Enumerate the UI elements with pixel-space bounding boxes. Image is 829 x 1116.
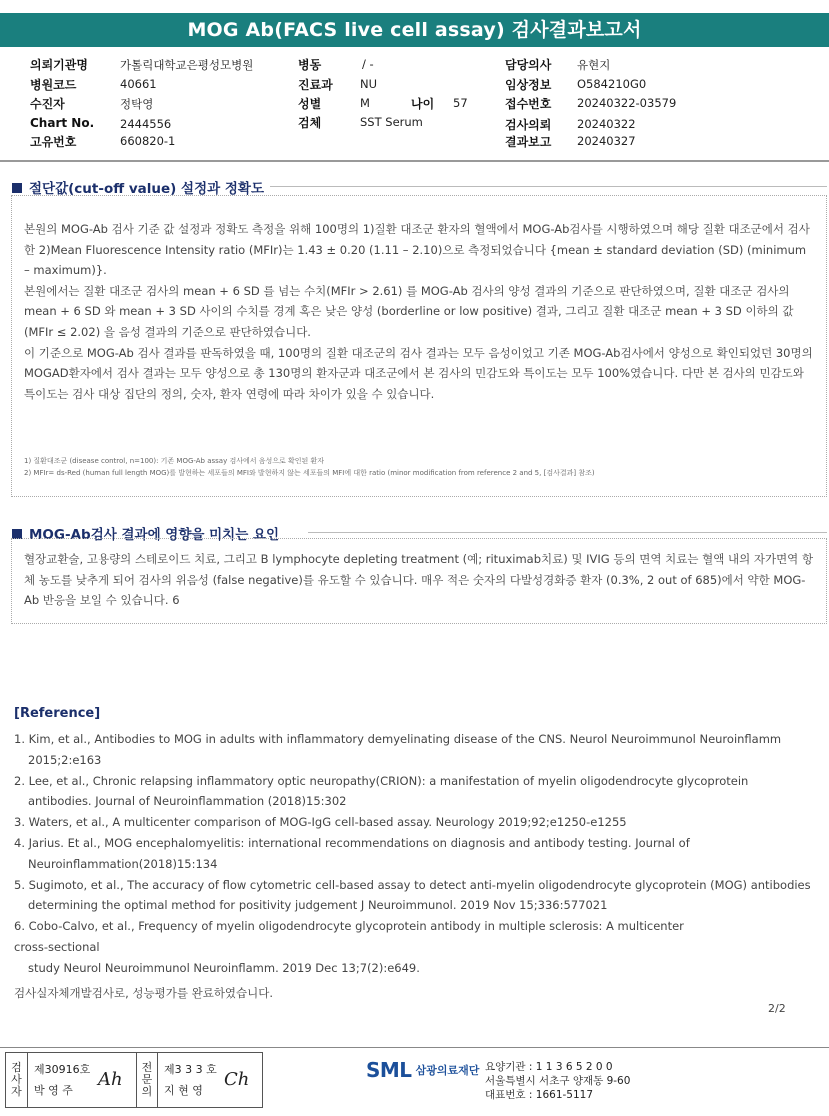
patient-info <box>0 54 829 150</box>
department: NU <box>360 77 378 91</box>
receipt-no: 20240322-03579 <box>577 96 677 110</box>
reference-title: [Reference] <box>14 706 101 721</box>
section-rule <box>308 532 827 533</box>
header-divider <box>0 160 829 162</box>
info-label: 수진자 <box>30 97 65 111</box>
age: 57 <box>453 96 468 110</box>
section-factors-title: MOG-Ab검사 결과에 영향을 미치는 요인 <box>12 523 279 543</box>
info-label: 병동 <box>298 58 322 72</box>
cutoff-text <box>24 219 814 404</box>
reference-list <box>14 729 814 1003</box>
institution-phone: 대표번호 : 1661-5117 <box>485 1089 594 1101</box>
specialist-license: 제3 3 3 호 <box>164 1063 217 1076</box>
reference-item: 4. Jarius. Et al., MOG encephalomyelitis: international recommendations on diagnosis and antibody testing. Journal of Neuroinflammation(2018)15:134 <box>14 835 690 871</box>
reference-item: 1. Kim, et al., Antibodies to MOG in adults with inflammatory demyelinating disease of the CNS. Neurol Neuroimmunol Neuroinflamm 2015;2:e163 <box>14 732 782 767</box>
cutoff-paragraph: 이 기준으로 MOG-Ab 검사 결과를 판독하였을 때, 100명의 질환 대조군의 검사 결과는 모두 음성이었고 기존 MOG-Ab검사에서 양성으로 확인되었던 30명의 MOGAD환자에서 검사 결과는 모두 양성으로 총 130명의 환자군과 대조군에서 본 검사의 민감도와 특이도는 모두 100%였습니다. 다만 본 검사의 민감도와 특이도는 검사 대상 집단의 정의, 숫자, 환자 연령에 따라 차이가 있을 수 있습니다. <box>24 345 813 401</box>
info-label: Chart No. <box>30 116 95 130</box>
info-label: 진료과 <box>298 78 333 92</box>
cutoff-paragraph: 본원의 MOG-Ab 검사 기준 값 설정과 정확도 측정을 위해 100명의 1)질환 대조군 환자의 혈액에서 MOG-Ab검사를 시행하였으며 해당 질환 대조군에서 검사한 2)Mean Fluorescence Intensity ratio (MFIr)는 1.43 ± 0.20 (1.11 – 2.10)으로 측정되었습니다 {mean ± standard deviation (SD) (minimum – maximum)}. <box>24 222 810 278</box>
info-label: 나이 <box>411 97 435 111</box>
specialist-label: 전 문 의 <box>136 1053 158 1107</box>
ward: / - <box>362 57 374 71</box>
info-label: 병원코드 <box>30 78 77 92</box>
hospital-code: 40661 <box>120 77 157 91</box>
bullet-square-icon <box>12 183 22 193</box>
footnote-2: 2) MFIr= ds-Red (human full length MOG)를 발현하는 세포들의 MFI와 발현하지 않는 세포들의 MFI에 대한 ratio (minor modification from reference 2 and 5, [검사결과] 참조) <box>24 469 595 477</box>
specialist-signature: Ch <box>224 1069 250 1090</box>
footnote-1: 1) 질환대조군 (disease control, n=100): 기존 MOG-Ab assay 검사에서 음성으로 확인된 환자 <box>24 457 325 465</box>
reference-item-6-line3: study Neurol Neuroimmunol Neuroinflamm. 2019 Dec 13;7(2):e649. <box>28 960 420 975</box>
tester-name: 박 영 주 <box>34 1084 73 1097</box>
info-label: 검사의뢰 <box>505 118 552 132</box>
request-date: 20240322 <box>577 117 636 131</box>
patient-name: 정탁영 <box>120 97 154 111</box>
page-number: 2/2 <box>768 1002 786 1015</box>
reference-item: 5. Sugimoto, et al., The accuracy of flow cytometric cell-based assay to detect anti-myelin oligodendrocyte glycoprotein (MOG) antibodies determining the optimal method for positivity judgement J Neuroimmunol. 2019 Nov 15;336:577021 <box>14 877 811 913</box>
info-label: 검체 <box>298 116 322 130</box>
footer-divider <box>0 1047 829 1048</box>
info-label: 결과보고 <box>505 135 552 149</box>
institution-code: 요양기관 : 1 1 3 6 5 2 0 0 <box>485 1061 613 1073</box>
unique-no: 660820-1 <box>120 134 176 148</box>
info-label: 성별 <box>298 97 322 111</box>
sml-logo <box>366 1058 479 1082</box>
reference-item: 3. Waters, et al., A multicenter comparison of MOG-IgG cell-based assay. Neurology 2019;92;e1250-e1255 <box>14 815 627 830</box>
tester-label: 검 사 자 <box>6 1053 28 1107</box>
reference-item-6-line1: 6. Cobo-Calvo, et al., Frequency of myelin oligodendrocyte glycoprotein antibody in multiple sclerosis: A multicenter <box>14 919 684 934</box>
validation-note: 검사실자체개발검사로, 성능평가를 완료하였습니다. <box>14 985 274 1000</box>
factors-text: 혈장교환술, 고용량의 스테로이드 치료, 그리고 B lymphocyte depleting treatment (예; rituximab치료) 및 IVIG 등의 면역 치료는 혈액 내의 자가면역 항체 농도를 낮추게 되어 검사의 위음성 (false negative)를 유도할 수 있습니다. 매우 적은 숫자의 다발성경화증 환자 (0.3%, 2 out of 685)에서 약한 MOG-Ab 반응을 보일 수 있습니다. 6 <box>24 552 814 608</box>
clinical-info: O584210G0 <box>577 77 647 91</box>
reference-item-6-line2: cross-sectional <box>14 939 100 954</box>
reference-item: 2. Lee, et al., Chronic relapsing inflammatory optic neuropathy(CRION): a manifestation of myelin oligodendrocyte glycoprotein antibodies. Journal of Neuroinflammation (2018)15:302 <box>14 773 749 809</box>
tester-license: 제30916호 <box>34 1063 91 1076</box>
doctor: 유현지 <box>577 58 611 72</box>
info-label: 고유번호 <box>30 135 77 149</box>
sex: M <box>360 96 370 110</box>
hospital-name: 가톨릭대학교은평성모병원 <box>120 58 254 72</box>
section-rule <box>270 186 827 187</box>
tester-signature: Ah <box>98 1069 123 1090</box>
report-date: 20240327 <box>577 134 636 148</box>
info-label: 접수번호 <box>505 97 552 111</box>
info-label: 담당의사 <box>505 58 552 72</box>
institution-info <box>485 1060 630 1102</box>
specialist-name: 지 현 영 <box>164 1084 203 1097</box>
section-cutoff-title: 절단값(cut-off value) 설정과 정확도 <box>12 177 264 197</box>
info-label: 임상정보 <box>505 78 552 92</box>
org-name: 삼광의료재단 <box>415 1064 480 1077</box>
logo-mark: SML <box>366 1058 412 1082</box>
specimen: SST Serum <box>360 115 423 129</box>
info-label: 의뢰기관명 <box>30 58 88 72</box>
chart-no: 2444556 <box>120 117 172 131</box>
institution-address: 서울특별시 서초구 양재동 9-60 <box>485 1075 631 1087</box>
cutoff-paragraph: 본원에서는 질환 대조군 검사의 mean + 6 SD 를 넘는 수치(MFIr > 2.61) 를 MOG-Ab 검사의 양성 결과의 기준으로 판단하였으며, 질환 대조군 검사의 mean + 6 SD 와 mean + 3 SD 사이의 수치를 경계 혹은 낮은 양성 (borderline or low positive) 결과, 그리고 질환 대조군 mean + 3 SD 이하의 값 (MFIr ≤ 2.02) 을 음성 결과의 기준으로 판단하였습니다. <box>24 283 794 339</box>
signature-block <box>5 1052 263 1108</box>
report-title: MOG Ab(FACS live cell assay) 검사결과보고서 <box>0 13 829 47</box>
